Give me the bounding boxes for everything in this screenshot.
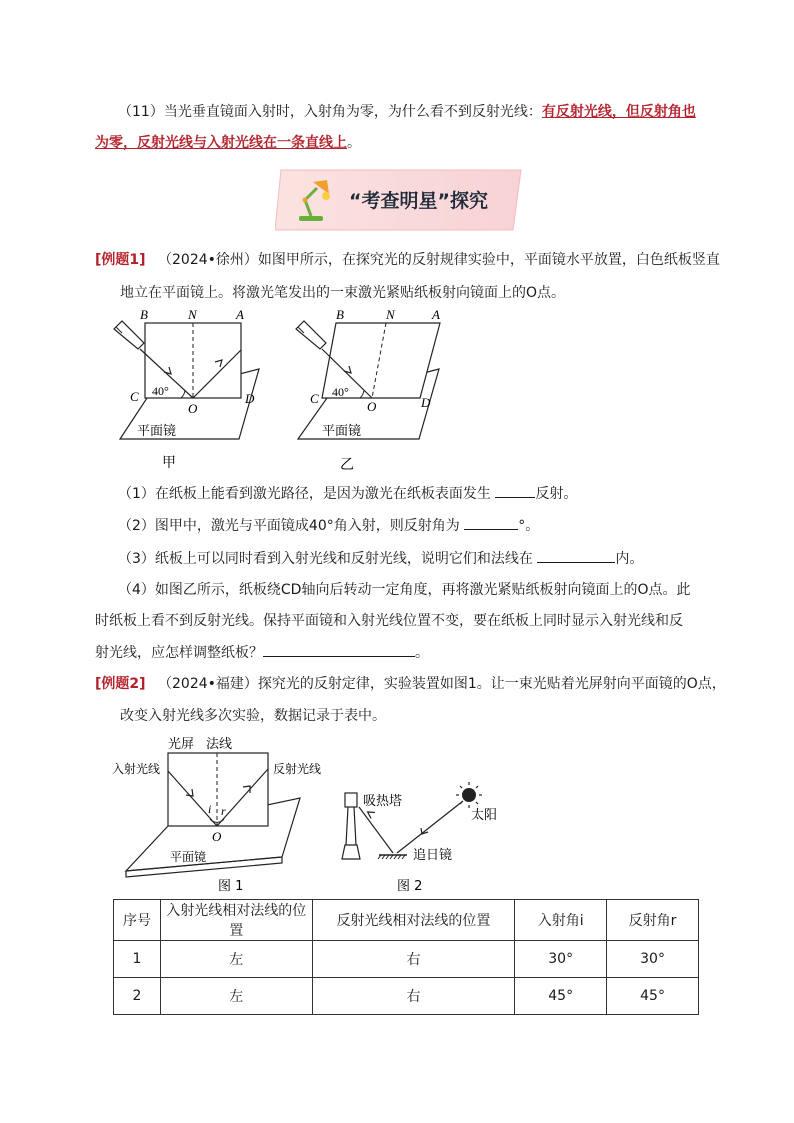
- caption-fig2: 图 2: [397, 879, 423, 894]
- mirror-label: 平面镜: [170, 850, 207, 864]
- caption-jia: 甲: [162, 455, 176, 471]
- sun-ray: [397, 801, 463, 853]
- q1-answer-blank[interactable]: [495, 483, 535, 498]
- q3-answer-blank[interactable]: [537, 548, 615, 563]
- section-banner: [275, 168, 523, 232]
- label-screen: 光屏: [168, 737, 195, 752]
- example1-text1: （2024•徐州）如图甲所示，在探究光的反射规律实验中，平面镜水平放置，白色纸板竖直: [158, 252, 720, 268]
- example1-q1: [118, 483, 577, 504]
- figure-yi: [292, 305, 452, 475]
- data-table: [113, 899, 699, 1015]
- laser-pen-icon: [296, 321, 326, 349]
- example1-q4-line2: 时纸板上看不到反射光线。保持平面镜和入射光线位置不变，要在纸板上同时显示入射光线和反: [95, 613, 683, 629]
- label-C: C: [130, 389, 139, 404]
- label-r: r: [221, 804, 226, 818]
- header-cell: 序号: [114, 900, 161, 941]
- q2-text: （2）图甲中，激光与平面镜成40°角入射，则反射角为: [118, 518, 460, 534]
- example2-text1: （2024•福建）探究光的反射定律，实验装置如图1。让一束光贴着光屏射向平面镜的O点，: [158, 676, 726, 692]
- label-N: N: [188, 307, 197, 322]
- mirror-label: 平面镜: [137, 424, 177, 439]
- label-A: A: [432, 307, 440, 322]
- q1-text: （1）在纸板上能看到激光路径，是因为激光在纸板表面发生: [118, 486, 491, 502]
- label-heliostat: 追日镜: [413, 848, 453, 863]
- table-row: [114, 978, 699, 1015]
- table-cell: 左: [160, 941, 312, 978]
- table-cell: 2: [114, 978, 161, 1015]
- example1-line2: 地立在平面镜上。将激光笔发出的一束激光紧贴纸板射向镜面上的O点。: [120, 285, 566, 301]
- label-O: O: [188, 401, 198, 416]
- example2-tag: [例题2]: [95, 676, 146, 692]
- q4-end: 。: [415, 645, 429, 661]
- label-tower: 吸热塔: [363, 794, 403, 809]
- figure-2: [335, 773, 515, 895]
- label-A: A: [236, 307, 244, 322]
- label-normal: 法线: [206, 737, 233, 752]
- label-B: B: [140, 307, 148, 322]
- figure-1: [110, 733, 335, 895]
- table-cell: 右: [312, 978, 515, 1015]
- table-header-row: [114, 900, 699, 941]
- label-O: O: [212, 829, 222, 844]
- q11-answer-part1: 有反射光线，但反射角也: [541, 104, 696, 120]
- table-cell: 45°: [607, 978, 699, 1015]
- example1-tag: [例题1]: [95, 252, 146, 268]
- table-cell: 30°: [607, 941, 699, 978]
- mirror-label: 平面镜: [322, 424, 362, 439]
- q4-text: 射光线，应怎样调整纸板？: [95, 645, 263, 661]
- q3-text: （3）纸板上可以同时看到入射光线和反射光线，说明它们和法线在: [118, 551, 533, 567]
- caption-yi: 乙: [340, 457, 354, 473]
- label-reflected: 反射光线: [273, 762, 322, 776]
- table-cell: 右: [312, 941, 515, 978]
- laser-pen-icon: [114, 321, 144, 349]
- example2-line2: 改变入射光线多次实验，数据记录于表中。: [120, 708, 386, 724]
- label-O: O: [367, 399, 377, 414]
- heat-tower-icon: [342, 793, 360, 859]
- table-cell: 30°: [515, 941, 607, 978]
- label-sun: 太阳: [471, 808, 498, 823]
- label-incident: 入射光线: [112, 762, 161, 776]
- heliostat-mirror: [378, 855, 407, 859]
- table-cell: 1: [114, 941, 161, 978]
- example1-q4-line1: （4）如图乙所示，纸板绕CD轴向后转动一定角度，再将激光紧贴纸板射向镜面上的O点。此: [118, 582, 691, 598]
- table-cell: 左: [160, 978, 312, 1015]
- light-screen: [168, 753, 268, 826]
- label-D: D: [421, 395, 431, 410]
- q1-end: 反射。: [535, 486, 578, 502]
- example1-line1: [95, 250, 720, 270]
- label-B: B: [336, 307, 344, 322]
- table-cell: 45°: [515, 978, 607, 1015]
- q11-line1: [118, 102, 696, 122]
- header-cell: 入射角i: [515, 900, 607, 941]
- label-i: i: [208, 802, 212, 816]
- q11-line2: [95, 133, 361, 153]
- label-C: C: [310, 391, 319, 406]
- reflected-ray: [359, 807, 393, 853]
- angle-label: 40°: [332, 385, 349, 399]
- q11-answer-part2: 为零，反射光线与入射光线在一条直线上: [95, 135, 347, 151]
- banner-title: “考查明星”探究: [349, 190, 488, 212]
- header-cell: 反射光线相对法线的位置: [312, 900, 515, 941]
- label-N: N: [386, 307, 395, 322]
- q11-end: 。: [347, 135, 361, 151]
- example1-q3: [118, 548, 643, 569]
- header-cell: 反射角r: [607, 900, 699, 941]
- q11-question: （11）当光垂直镜面入射时，入射角为零，为什么看不到反射光线：: [118, 104, 542, 120]
- q2-answer-blank[interactable]: [464, 515, 518, 530]
- example2-line1: [95, 674, 726, 694]
- q3-end: 内。: [615, 551, 644, 567]
- q4-answer-blank[interactable]: [263, 642, 415, 657]
- header-cell: 入射光线相对法线的位置: [160, 900, 312, 941]
- table-row: [114, 941, 699, 978]
- angle-label: 40°: [152, 384, 169, 398]
- caption-fig1: 图 1: [218, 879, 244, 894]
- example1-q2: [118, 515, 539, 536]
- label-D: D: [245, 391, 255, 406]
- desk-lamp-icon: [293, 176, 339, 224]
- figure-jia: [112, 305, 272, 475]
- q2-end: °。: [518, 518, 540, 534]
- example1-q4-line3: [95, 642, 429, 663]
